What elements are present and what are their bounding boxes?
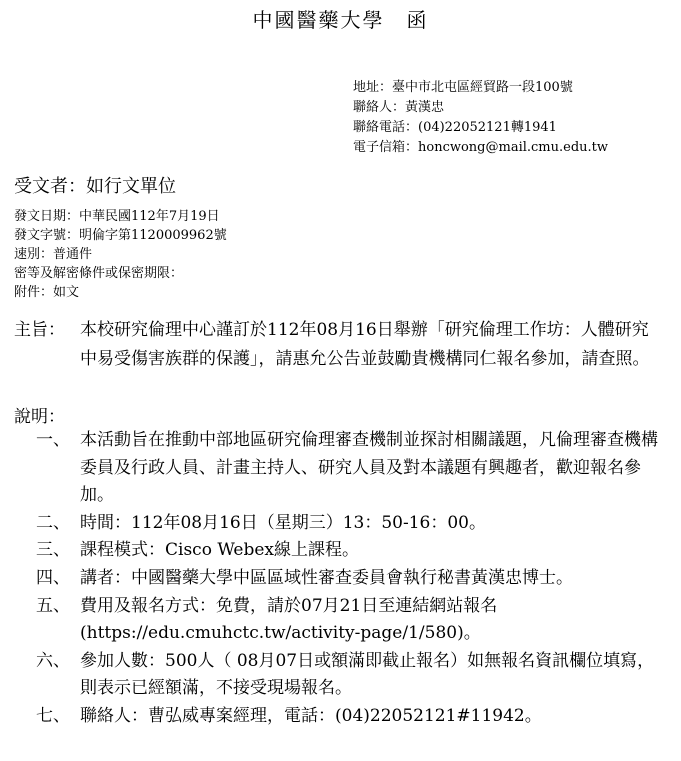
delivery-speed: 速別：普通件 [14,247,93,262]
item-text: 聯絡人：曹弘威專案經理，電話：(04)22052121#11942。 [80,705,542,726]
item-number: 四、 [36,567,70,588]
issue-date: 發文日期：中華民國112年7月19日 [14,209,220,224]
item-number: 三、 [36,540,70,561]
explanation-list [14,427,666,731]
document-title: 中國醫藥大學 函 [252,8,429,32]
list-item [14,427,666,510]
item-number: 七、 [36,705,70,726]
list-item [14,648,666,703]
item-text: 講者：中國醫藥大學中區區域性審查委員會執行秘書黃漢忠博士。 [80,567,573,588]
list-item [14,703,666,731]
item-number: 五、 [36,595,70,616]
contact-email: 電子信箱：honcwong@mail.cmu.edu.tw [353,140,609,155]
item-text: 時間：112年08月16日（星期三）13：50-16：00。 [80,512,486,533]
list-item [14,565,666,593]
item-number: 一、 [36,430,70,450]
list-item [14,593,666,648]
item-text: 費用及報名方式：免費，請於07月21日至連結網站報名(https://edu.cmuhctc.tw/activity-page/1/580)。 [80,595,498,644]
attachment-line: 附件：如文 [14,285,80,300]
contact-block [353,78,608,158]
subject-text: 本校研究倫理中心謹訂於112年08月16日舉辦「研究倫理工作坊：人體研究中易受傷害族群的保護」，請惠允公告並鼓勵貴機構同仁報名參加，請查照。 [80,320,650,369]
item-text: 本活動旨在推動中部地區研究倫理審查機制並探討相關議題，凡倫理審查機構委員及行政人員、計畫主持人、研究人員及對本議題有興趣者，歡迎報名參加。 [80,430,658,506]
contact-person: 聯絡人：黃漢忠 [353,100,445,115]
item-number: 二、 [36,512,70,533]
recipient-line: 受文者：如行文單位 [14,176,176,197]
list-item [14,537,666,565]
list-item [14,510,666,538]
issue-number: 發文字號：明倫字第1120009962號 [14,228,227,243]
contact-phone: 聯絡電話：(04)22052121轉1941 [353,120,557,135]
item-number: 六、 [36,650,70,671]
subject-section [14,316,664,374]
item-text: 參加人數：500人（ 08月07日或額滿即截止報名）如無報名資訊欄位填寫，則表示已經額滿，不接受現場報名。 [80,650,655,699]
subject-label: 主旨： [14,320,65,340]
meta-block [14,207,227,302]
item-text: 課程模式：Cisco Webex線上課程。 [80,540,360,561]
contact-address: 地址：臺中市北屯區經貿路一段100號 [353,80,573,95]
explanation-label: 說明： [14,407,65,427]
secrecy-level: 密等及解密條件或保密期限： [14,266,184,281]
